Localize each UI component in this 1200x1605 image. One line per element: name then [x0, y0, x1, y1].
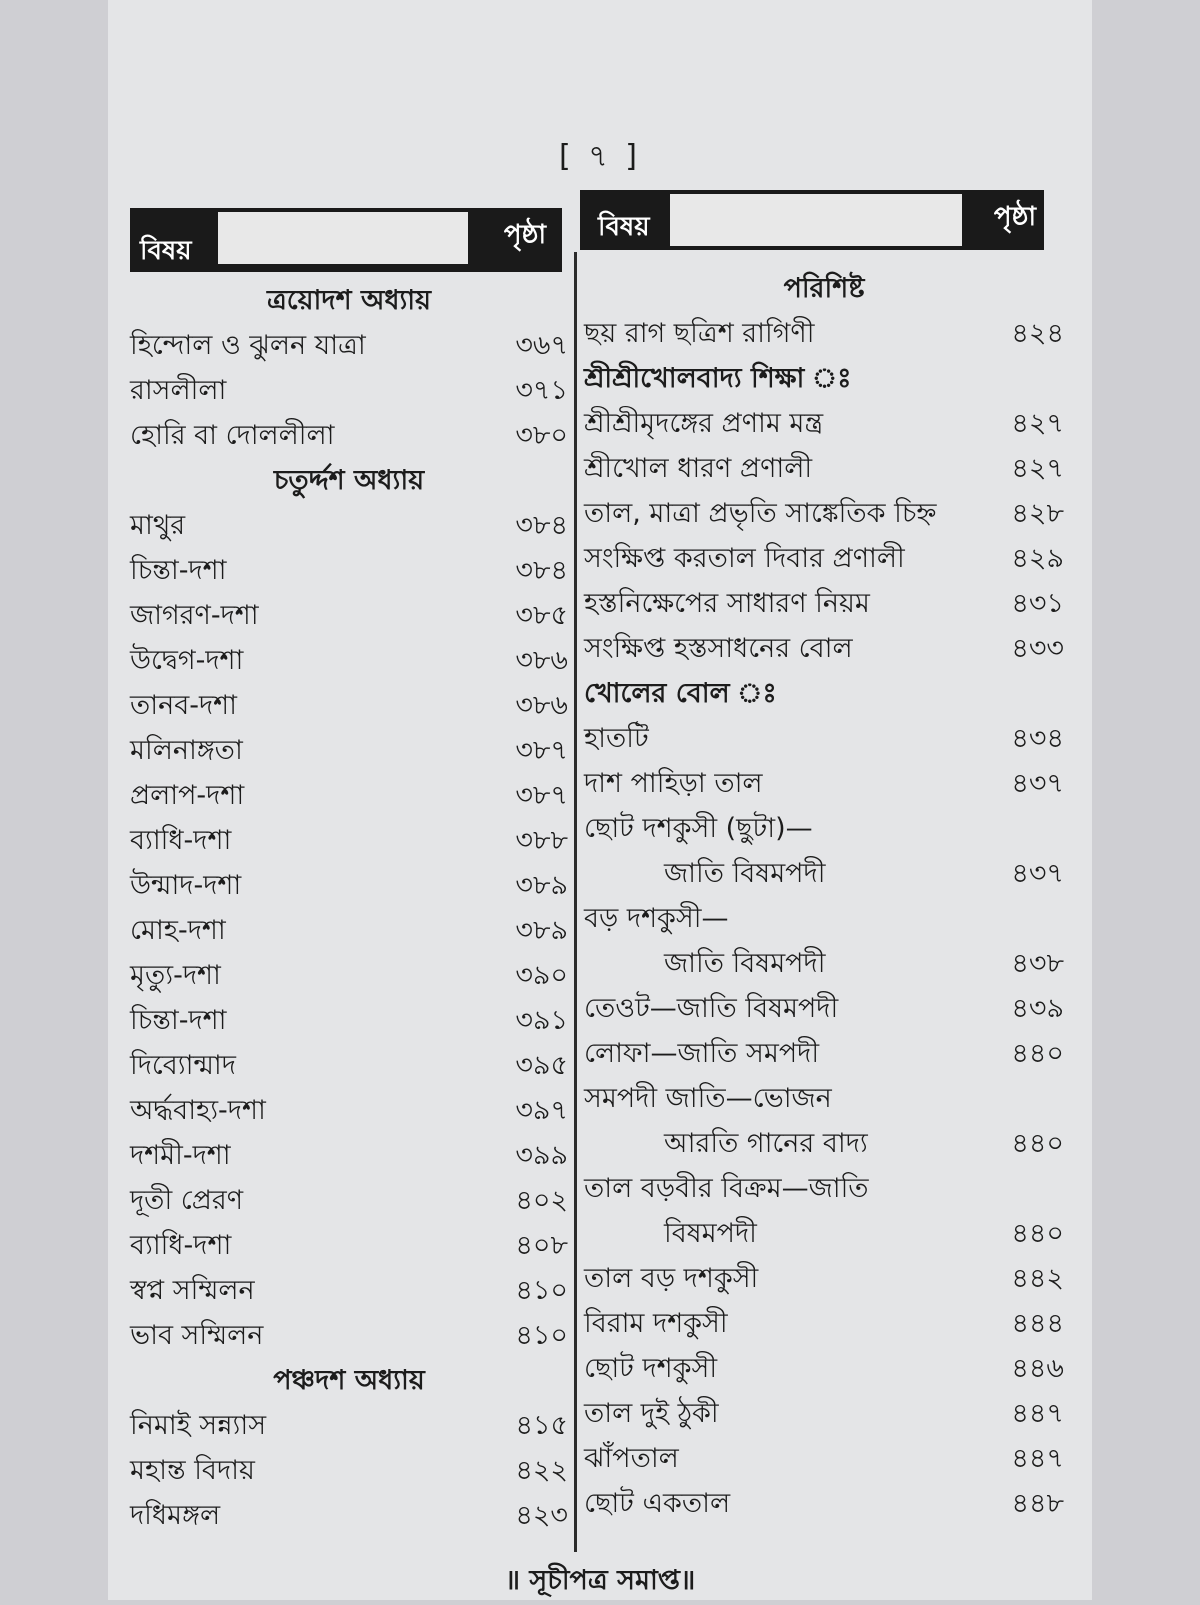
toc-entry-title: শ্রীশ্রীখোলবাদ্য শিক্ষা ঃ: [584, 363, 852, 394]
toc-entry-page: ৪৪২: [1011, 1263, 1064, 1294]
toc-entry: [130, 908, 568, 953]
toc-entry: [130, 863, 568, 908]
section-subheading: [584, 671, 1064, 716]
toc-entry-title: মহান্ত বিদায়: [130, 1455, 255, 1486]
toc-entry-page: ৪২২: [515, 1455, 568, 1486]
toc-entry: [130, 1313, 568, 1358]
toc-entry: [584, 1211, 1064, 1256]
toc-entry: [130, 503, 568, 548]
toc-entry: [584, 1346, 1064, 1391]
toc-entry: [584, 1166, 1064, 1211]
toc-entry: [130, 323, 568, 368]
toc-entry-title: হস্তনিক্ষেপের সাধারণ নিয়ম: [584, 588, 870, 619]
toc-entry: [130, 1178, 568, 1223]
toc-entry: [130, 1223, 568, 1268]
toc-entry: [584, 806, 1064, 851]
toc-entry: [584, 1031, 1064, 1076]
toc-entry-title: মলিনাঙ্গতা: [130, 735, 243, 766]
toc-entry-title: আরতি গানের বাদ্য: [664, 1128, 868, 1159]
toc-entry-page: ৪১৫: [515, 1410, 568, 1441]
right-column-header: [580, 190, 1044, 250]
toc-entry-page: ৩৮৯: [515, 915, 568, 946]
toc-entry: [584, 446, 1064, 491]
toc-entry-title: দাশ পাহিড়া তাল: [584, 768, 763, 799]
page-number: [ ৭ ]: [559, 139, 641, 174]
toc-entry-page: ৩৯৫: [515, 1050, 568, 1081]
toc-entry-title: দিব্যোন্মাদ: [130, 1050, 236, 1081]
toc-entry-page: ৪১০: [515, 1320, 568, 1351]
toc-entry-title: চতুর্দ্দশ অধ্যায়: [273, 465, 425, 496]
toc-entry-page: ৪২৭: [1011, 453, 1064, 484]
toc-entry-title: মাথুর: [130, 510, 186, 541]
toc-entry: [130, 1088, 568, 1133]
toc-entry-page: ৪০২: [515, 1185, 568, 1216]
section-subheading: [584, 356, 1064, 401]
toc-entry-title: ছয় রাগ ছত্রিশ রাগিণী: [584, 318, 815, 349]
toc-entry: [130, 368, 568, 413]
toc-entry-page: ৪৩৪: [1011, 723, 1064, 754]
toc-entry: [584, 986, 1064, 1031]
toc-entry-page: ৪৩৭: [1011, 858, 1064, 889]
toc-entry-page: ৩৯১: [515, 1005, 568, 1036]
left-toc-column: [130, 278, 568, 1538]
toc-entry: [130, 818, 568, 863]
toc-entry-page: ৩৯০: [515, 960, 568, 991]
toc-entry-title: পরিশিষ্ট: [783, 273, 865, 304]
toc-entry: [584, 491, 1064, 536]
toc-entry-page: ৪৩৯: [1011, 993, 1064, 1024]
toc-entry: [130, 1133, 568, 1178]
toc-entry-title: তাল বড় দশকুসী: [584, 1263, 759, 1294]
toc-entry-title: খোলের বোল ঃ: [584, 678, 777, 709]
toc-entry-title: স্বপ্ন সম্মিলন: [130, 1275, 255, 1306]
toc-entry-title: তাল, মাত্রা প্রভৃতি সাঙ্কেতিক চিহ্ন: [584, 498, 937, 529]
toc-entry-title: ছোট দশকুসী (ছুটা)—: [584, 813, 813, 844]
toc-entry-title: ব্যাধি-দশা: [130, 1230, 232, 1261]
toc-entry-page: ৩৬৭: [515, 330, 568, 361]
toc-entry-page: ৪২৪: [1011, 318, 1064, 349]
header-subject-label: বিষয়: [140, 236, 192, 266]
toc-entry-title: বড় দশকুসী—: [584, 903, 729, 934]
toc-entry: [130, 1268, 568, 1313]
right-toc-column: [584, 266, 1064, 1526]
toc-entry-title: লোফা—জাতি সমপদী: [584, 1038, 820, 1069]
toc-entry-page: ৪৩১: [1011, 588, 1064, 619]
toc-entry: [584, 1076, 1064, 1121]
toc-entry: [130, 413, 568, 458]
toc-entry: [584, 401, 1064, 446]
toc-entry-title: দূতী প্রেরণ: [130, 1185, 244, 1216]
header-page-label: পৃষ্ঠা: [993, 202, 1036, 232]
toc-entry: [584, 1391, 1064, 1436]
toc-entry: [584, 1436, 1064, 1481]
toc-entry-title: চিন্তা-দশা: [130, 555, 227, 586]
chapter-heading: [130, 1358, 568, 1403]
toc-entry-title: সংক্ষিপ্ত করতাল দিবার প্রণালী: [584, 543, 905, 574]
toc-entry-title: প্রলাপ-দশা: [130, 780, 245, 811]
toc-entry: [584, 1481, 1064, 1526]
toc-entry-page: ৪৪০: [1011, 1038, 1064, 1069]
toc-entry-title: ব্যাধি-দশা: [130, 825, 232, 856]
toc-entry: [130, 548, 568, 593]
book-page: [108, 0, 1092, 1600]
toc-entry: [130, 1493, 568, 1538]
toc-entry-page: ৩৮৪: [515, 510, 568, 541]
toc-entry: [130, 773, 568, 818]
toc-entry-page: ৩৮০: [515, 420, 568, 451]
toc-entry-title: নিমাই সন্ন্যাস: [130, 1410, 267, 1441]
toc-entry-title: চিন্তা-দশা: [130, 1005, 227, 1036]
toc-entry-title: বিরাম দশকুসী: [584, 1308, 728, 1339]
toc-entry-title: শ্রীখোল ধারণ প্রণালী: [584, 453, 813, 484]
toc-entry: [584, 581, 1064, 626]
toc-entry-title: মৃত্যু-দশা: [130, 960, 221, 991]
toc-entry-title: তাল দুই ঠুকী: [584, 1398, 719, 1429]
toc-entry-page: ৩৯৭: [515, 1095, 568, 1126]
toc-entry: [130, 953, 568, 998]
toc-entry-page: ৪৩৩: [1011, 633, 1064, 664]
toc-entry-title: রাসলীলা: [130, 375, 227, 406]
toc-entry-page: ৪৪০: [1011, 1218, 1064, 1249]
toc-entry-title: তেওট—জাতি বিষমপদী: [584, 993, 839, 1024]
toc-entry-title: হাতটি: [584, 723, 649, 754]
toc-entry: [584, 626, 1064, 671]
header-subject-label: বিষয়: [598, 212, 650, 242]
chapter-heading: [584, 266, 1064, 311]
toc-entry-page: ৩৮৬: [515, 645, 568, 676]
toc-entry: [584, 761, 1064, 806]
toc-entry-title: শ্রীশ্রীমৃদঙ্গের প্রণাম মন্ত্র: [584, 408, 824, 439]
chapter-heading: [130, 458, 568, 503]
toc-entry-page: ৪০৮: [515, 1230, 568, 1261]
toc-entry: [584, 1256, 1064, 1301]
toc-entry-title: সমপদী জাতি—ভোজন: [584, 1083, 832, 1114]
toc-entry-page: ৩৮৬: [515, 690, 568, 721]
chapter-heading: [130, 278, 568, 323]
toc-entry-page: ৪৪৭: [1011, 1443, 1064, 1474]
toc-entry-page: ৪১০: [515, 1275, 568, 1306]
toc-entry-title: ঝাঁপতাল: [584, 1443, 679, 1474]
left-column-header: [130, 208, 562, 272]
toc-entry: [130, 1448, 568, 1493]
toc-entry-page: ৩৮৭: [515, 735, 568, 766]
toc-entry: [584, 1301, 1064, 1346]
toc-entry: [130, 1043, 568, 1088]
column-divider: [574, 252, 577, 1552]
toc-entry: [130, 1403, 568, 1448]
toc-entry: [584, 536, 1064, 581]
toc-entry: [130, 998, 568, 1043]
toc-entry-title: তানব-দশা: [130, 690, 237, 721]
toc-entry-title: অর্দ্ধবাহ্য-দশা: [130, 1095, 266, 1126]
toc-entry: [130, 638, 568, 683]
toc-entry-title: তাল বড়বীর বিক্রম—জাতি: [584, 1173, 869, 1204]
toc-entry-title: বিষমপদী: [664, 1218, 757, 1249]
toc-entry-title: জাতি বিষমপদী: [664, 858, 826, 889]
toc-entry-title: হিন্দোল ও ঝুলন যাত্রা: [130, 330, 366, 361]
toc-entry-page: ৩৮৭: [515, 780, 568, 811]
toc-entry-page: ৩৮৪: [515, 555, 568, 586]
toc-entry-title: উন্মাদ-দশা: [130, 870, 242, 901]
toc-entry-page: ৩৮৯: [515, 870, 568, 901]
toc-entry: [130, 683, 568, 728]
toc-entry-page: ৪২৮: [1011, 498, 1064, 529]
toc-entry-page: ৪২৩: [515, 1500, 568, 1531]
toc-entry-page: ৩৮৫: [515, 600, 568, 631]
header-blank-box: [218, 212, 468, 264]
toc-entry-title: জাতি বিষমপদী: [664, 948, 826, 979]
toc-entry-title: পঞ্চদশ অধ্যায়: [273, 1365, 425, 1396]
toc-entry-title: জাগরণ-দশা: [130, 600, 259, 631]
toc-entry-title: ত্রয়োদশ অধ্যায়: [266, 285, 432, 316]
toc-entry: [584, 311, 1064, 356]
toc-end-note: ॥ সূচীপত্র সমাপ্ত॥: [504, 1565, 696, 1596]
toc-entry-title: দধিমঙ্গল: [130, 1500, 221, 1531]
toc-entry-page: ৪৪৬: [1011, 1353, 1064, 1384]
toc-entry-page: ৩৮৮: [515, 825, 568, 856]
toc-entry-title: উদ্বেগ-দশা: [130, 645, 244, 676]
toc-entry-page: ৪৩৭: [1011, 768, 1064, 799]
toc-entry: [584, 1121, 1064, 1166]
toc-entry-page: ৩৯৯: [515, 1140, 568, 1171]
toc-entry-title: মোহ-দশা: [130, 915, 226, 946]
toc-entry-page: ৪৪৮: [1011, 1488, 1064, 1519]
toc-entry-title: ছোট একতাল: [584, 1488, 731, 1519]
toc-entry-page: ৪২৯: [1011, 543, 1064, 574]
toc-entry-title: দশমী-দশা: [130, 1140, 231, 1171]
toc-entry: [584, 896, 1064, 941]
toc-entry-page: ৪৪৪: [1011, 1308, 1064, 1339]
toc-entry-page: ৩৭১: [515, 375, 568, 406]
toc-entry-page: ৪৩৮: [1011, 948, 1064, 979]
toc-entry-title: ভাব সম্মিলন: [130, 1320, 264, 1351]
header-blank-box: [670, 194, 962, 246]
toc-entry-page: ৪৪৭: [1011, 1398, 1064, 1429]
toc-entry: [130, 728, 568, 773]
toc-entry-page: ৪৪০: [1011, 1128, 1064, 1159]
toc-entry-title: ছোট দশকুসী: [584, 1353, 718, 1384]
toc-entry-title: সংক্ষিপ্ত হস্তসাধনের বোল: [584, 633, 853, 664]
toc-entry: [130, 593, 568, 638]
toc-entry-page: ৪২৭: [1011, 408, 1064, 439]
toc-entry: [584, 716, 1064, 761]
toc-entry-title: হোরি বা দোললীলা: [130, 420, 335, 451]
toc-entry: [584, 941, 1064, 986]
header-page-label: পৃষ্ঠা: [503, 220, 546, 250]
toc-entry: [584, 851, 1064, 896]
